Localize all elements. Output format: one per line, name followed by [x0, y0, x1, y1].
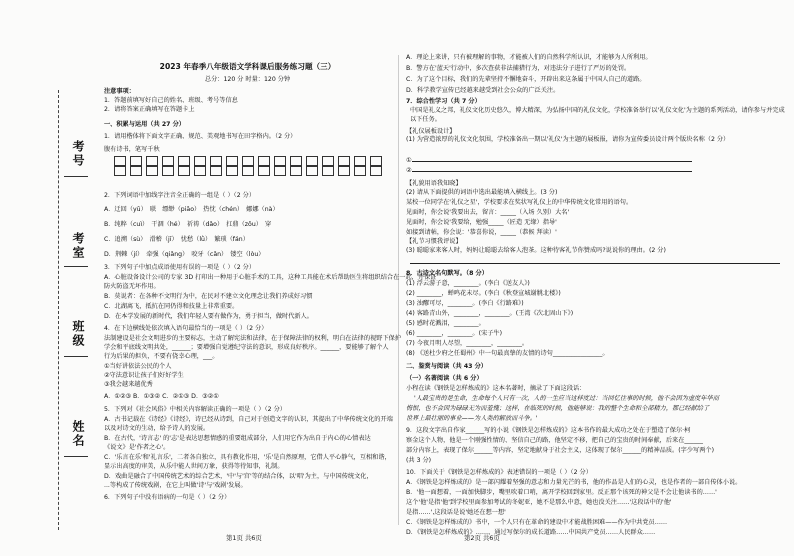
grid-cell[interactable]: [338, 156, 350, 166]
passage-line: 法制建设是社会文明进步的主要标志，主动了解宪法和法律，在于保障法律的权利，明白在法律的视野下保护: [104, 335, 401, 342]
option: 以及对诗文的生动，给予诗人的发展。: [104, 425, 210, 432]
task-line: 如接到请帖，你会说：'恭喜你说，_____（恭候 拜读）': [406, 229, 557, 236]
task-heading: 【礼貌用语我知晓】: [406, 180, 462, 187]
question-6: 6．下列句子中没有语病的一句是（ ）（2 分）: [104, 494, 231, 501]
section-heading: 二、鉴赏与阅读（共 43 分）: [406, 363, 487, 370]
option: A．心脏设备设计公司的专家 3D 打印出一种用于心脏手术的工具，这种工具能在术后帮助医生将组织结合在一起，并保证: [104, 274, 437, 281]
grid-cell[interactable]: [290, 166, 302, 176]
task-line: 见面时，你会说'我要给，勉强_____（匠造 无缘）指导': [406, 219, 557, 226]
grid-cell[interactable]: [162, 156, 174, 166]
grid-cell[interactable]: [146, 156, 158, 166]
grid-cell[interactable]: [306, 156, 318, 166]
question-4: 4．在下边横线处依次填入语句最恰当的一项是（ ）（2 分）: [104, 325, 268, 332]
option: C．为了这个目标，我们的先辈坚持不懈地奋斗，开辟出来这条属于中国人自己的道路。: [406, 76, 646, 83]
question-7-intro: 中国是礼义之邦，礼仪文化历史悠久，博大精深，为弘扬中国的礼仪文化，学校准备举行以'礼仪文化'为主题的系列活动，请你参与并完成以下任务。: [410, 107, 785, 123]
option: B．警方在'蓝天'行动中，多次查获非法捕猎行为，对违法分子进行了严厉的处罚。: [406, 65, 631, 72]
question-9-line: 部分内容上，表现了保尔______等内容，坚定地献身于社会主义，这体现了保尔______的精神品质。(字少写两个): [406, 447, 715, 454]
quote-line: 悔恨，也不会因为碌碌无为而羞愧；这样，在临死的时候，他能够说：我的整个生命和全部精力，都已经献给了: [406, 405, 710, 412]
grid-cell[interactable]: [306, 166, 318, 176]
option: B．纯粹（cuì） 干涸（hé） 祈祷（dǎo） 扛鼎（zōu） 穿: [104, 221, 272, 228]
option: 《说文》是'作者之心'。: [104, 444, 170, 451]
grid-cell[interactable]: [130, 166, 142, 176]
class-blank[interactable]: [64, 356, 88, 357]
writing-grid[interactable]: [114, 156, 384, 176]
exam-title: 2023 年春季八年级语文学科课后服务练习题（三）: [159, 62, 336, 71]
option: B．'他一面想着，一面加快脚步，嘴里吹着口哨，离开学校回到家里。反正那个该死的神父是不会让他读书的……': [406, 489, 717, 496]
option: A．《钢铁是怎样炼成的》是一部闪耀着坚强的意志和力量光芒的书，他的作品是人们的心灵，也是作者的一部自传体小说。: [406, 479, 742, 486]
option: ...等构成了传统戏剧，在它上叫做'诗'与'戏剧'发展。: [104, 482, 247, 489]
grid-cell[interactable]: [194, 156, 206, 166]
notes-title: 注意事项：: [104, 88, 135, 95]
grid-cell[interactable]: [274, 166, 286, 176]
binding-strip: [0, 0, 95, 556]
question-2: 2．下列词语中加线字注音全正确的一组是（ ）（2 分）: [104, 192, 256, 199]
page-footer-right: 第2页 共6页: [464, 534, 500, 542]
poem-blank: (4) 客路青山外，________，________。(王湾《次北固山下》): [406, 310, 574, 317]
question-9-line: 察金这个人物，他是一个刚强性情的、坚信自己的路，他坚定不移，把自己的宝贵的时间奉献，后来在______: [406, 437, 703, 444]
option: 是指……',这段话是说'她还在想一想': [406, 509, 506, 516]
task-1-question: (1) 为营造浓厚的礼仪文化氛围，学校准备出一期以'礼仪'为主题的展板报，请你为宣传委员设计两个版块名称（2 分）: [406, 136, 730, 143]
exam-number-label: 考号: [71, 140, 85, 168]
option: 防火防盗无坏作用。: [104, 283, 160, 290]
poem-blank: (2) ________，蝉鸣花未尽。(李白《秋登宣城谢脁北楼》): [406, 290, 561, 297]
grid-cell[interactable]: [210, 156, 222, 166]
option: 显示出高度的审美，从乐中能人世间万象，获得等待知事，礼制。: [104, 463, 284, 470]
option: B．莫说者：在各种不文明行为中，在民对不建立文化理念让我们养成好习惯: [104, 293, 313, 300]
name-blank[interactable]: [64, 456, 88, 457]
grid-cell[interactable]: [322, 166, 334, 176]
blank-number: ①: [406, 157, 412, 164]
question-10: 10．下面关于《钢铁是怎样炼成的》表述错误的一项是（ ）（2 分）: [406, 469, 592, 476]
answer-line[interactable]: [412, 165, 692, 172]
poem-blank: (7) 今夜月明人尽望，________，________。: [406, 340, 529, 347]
grid-cell[interactable]: [370, 156, 382, 166]
exam-room-blank[interactable]: [64, 266, 88, 267]
answer-line[interactable]: [412, 155, 692, 162]
grid-cell[interactable]: [338, 166, 350, 176]
question-1-text: 腹有诗书，笔写千秋: [104, 146, 160, 153]
grid-cell[interactable]: [370, 166, 382, 176]
quote-line: '人最宝贵的是生命，生命每个人只有一次，人的一生应当这样度过：当回忆往事的时候，他不会因为虚度年华而: [414, 395, 719, 402]
page-footer-left: 第1页 共6页: [226, 534, 262, 542]
grid-cell[interactable]: [258, 166, 270, 176]
grid-cell[interactable]: [146, 166, 158, 176]
binding-dashed-line: [58, 90, 59, 530]
poem-blank: (3) 浊醪可尽，________。(李白《行路难》): [406, 300, 524, 307]
task-2-question: (2) 请从下面提供的词语中选出最能填入横线上。(3 分): [406, 189, 558, 196]
quote-line: 世界上最壮丽的事业——为人类的解放而斗争。': [406, 415, 538, 422]
task-line: 某校一位同学在'礼仪之星'，学校要求在奖状写礼仪上的中华传统文化常用的语句。: [406, 199, 633, 206]
option: A．理论上来讲，只有被理解的事物，才能被人们的自然科学所认识，才能够为人所利用。: [406, 54, 652, 61]
grid-cell[interactable]: [354, 166, 366, 176]
question-5: 5．下列对《社会风俗》中相关内容解读正确的一项是（ ）（2 分）: [104, 406, 286, 413]
passage-line: 行为后果的担负，不要有侥幸心理，___。: [104, 353, 219, 360]
question-1: 1．请用楷体将下面文字正确、规范、美观地书写在田字格内。（2 分）: [104, 133, 297, 140]
option: 这个'他'是指'他'到学校里面参加考试的冬妮亚，她不是那么中意，她也没关注……'这段话中的'他': [406, 499, 672, 506]
option: B．在古代，'诗言志' 的'志'是表达思想情感的重要组成部分，人们用它作为出自于内心的心情表达: [104, 435, 371, 442]
grid-cell[interactable]: [274, 156, 286, 166]
option: C．'乐言在乐'和'礼言乐'，二者各自独立，具有教化作用，'乐'是自然原理，它借人平心静气，互相和谐，: [104, 454, 391, 461]
task-line: 见面时，你会说'我要出去，留言：_____（入场 久别）大名': [406, 209, 570, 216]
grid-cell[interactable]: [226, 156, 238, 166]
option: D．在本学发展的新时代，我们年轻人要有做作为，勇于担当，做时代新人。: [104, 313, 313, 320]
blank-number: ②: [406, 167, 412, 174]
column-divider: [398, 55, 399, 525]
name-label: 姓名: [71, 420, 85, 448]
grid-cell[interactable]: [210, 166, 222, 176]
exam-number-blank[interactable]: [64, 176, 88, 177]
option: D．荆棘（jí） 牵强（qiǎng） 咬牙（cǎn） 镂空（lòu）: [104, 251, 265, 258]
task-heading: 【礼节习惯我评说】: [406, 238, 462, 245]
grid-cell[interactable]: [178, 156, 190, 166]
option: D．《钢铁是怎样炼成的》……，通过写保尔的成长道路……中国共产党员……人民群众……: [406, 529, 656, 536]
section-heading: 一、积累与运用（共 27 分）: [104, 121, 185, 128]
question-8: 8．古诗文名句默写。（8 分）: [406, 270, 488, 277]
option: ②守法意识让孩子们好好学生: [104, 372, 184, 379]
poem-blank: (8) 《送杜少府之任蜀州》中一句最真挚的友情的诗句________________。: [406, 350, 609, 357]
grid-cell[interactable]: [162, 166, 174, 176]
question-9: 9．这段文字出自作家______写的小说《钢铁是怎样炼成的》这本书作的最大成功之处在于塑造了保尔·柯: [406, 427, 691, 434]
reading-intro: 小程在读《钢铁是怎样炼成的》这本名著时，摘录了下面这段话：: [406, 385, 586, 392]
question-7: 7．综合性学习（共 7 分）: [406, 98, 481, 105]
exam-room-label: 考室: [71, 232, 85, 260]
passage-line: 学会和平底线文明共处，______；要增强自觉遵纪守法的意识，形成良好秩序。______，要能够了解个人: [104, 344, 389, 351]
grid-cell[interactable]: [114, 166, 126, 176]
grid-cell[interactable]: [290, 156, 302, 166]
class-label: 班级: [71, 320, 85, 348]
option: C．追溯（sù） 滑稽（jī） 忧愁（lǜ） 繁琐（fán）: [104, 236, 249, 243]
option: ③我会越来越优秀: [104, 381, 153, 388]
subsection-heading: （一）名著阅读（共 6 分）: [406, 375, 483, 382]
grid-cell[interactable]: [242, 156, 254, 166]
grid-cell[interactable]: [242, 166, 254, 176]
option: D．戏曲是融合了中国传统艺术的综合艺术，'中'与'宫'等的结合体，以'唱'为主，与中国传统文化，: [104, 473, 373, 480]
question-9-line: (共 3 分): [406, 457, 432, 464]
exam-meta: 总分：120 分 时量：120 分钟: [204, 76, 291, 83]
grid-cell[interactable]: [354, 156, 366, 166]
choice-row: A．①②③ B．①③② C．②①③ D．③②①: [104, 393, 219, 400]
answer-blank-2[interactable]: [406, 165, 692, 174]
answer-blank-1[interactable]: [406, 155, 692, 164]
note-item: 1．答题前填写好自己的姓名、班级、考号等信息: [104, 97, 238, 104]
option: A．迂回（yū） 联 缥缈（piāo） 热忱（chén） 娜娜（nà）: [104, 206, 279, 213]
grid-cell[interactable]: [114, 156, 126, 166]
task-heading: 【礼仪展板设计】: [406, 128, 456, 135]
grid-cell[interactable]: [194, 166, 206, 176]
option: D．科学教学宣传已经越来越受到社会公众的广泛关注。: [406, 87, 560, 94]
task-3-question: (3) 聪聪家来客人时，妈妈让聪聪去给客人泡茶。这种待客礼节你赞成吗?说说你的理由。(2 分): [406, 247, 666, 254]
option: ①当好讲依法公民的个人: [104, 363, 172, 370]
grid-cell[interactable]: [130, 156, 142, 166]
option: C．《钢铁是怎样炼成的》书中，一个人只有在革命的建设中才能战胜困难——作为中共党员……: [406, 519, 668, 526]
grid-cell[interactable]: [178, 166, 190, 176]
poem-blank: (1) 浮云游子意，________。(李白《送友人》): [406, 280, 530, 287]
grid-cell[interactable]: [322, 156, 334, 166]
note-item: 2．请将答案正确填写在答题卡上: [104, 106, 195, 113]
poem-blank: (6) ________，________。(宋子牛): [406, 330, 502, 337]
grid-cell[interactable]: [226, 166, 238, 176]
option: A．古书记载在《诗经》《诗经》，诗已经从诗到，自己对于创造文字的认识，其提出了中华传统文化的开端: [104, 416, 393, 423]
poem-blank: (5) 感时花溅泪，________。: [406, 320, 485, 327]
answer-area[interactable]: [410, 257, 780, 266]
question-3: 3．下列句子中加点成语使用有误的一项是（ ）（2 分）: [104, 264, 256, 271]
grid-cell[interactable]: [258, 156, 270, 166]
option: C．北湖离飞，抵抗在同仍得和技量上非常重要。: [104, 303, 239, 310]
